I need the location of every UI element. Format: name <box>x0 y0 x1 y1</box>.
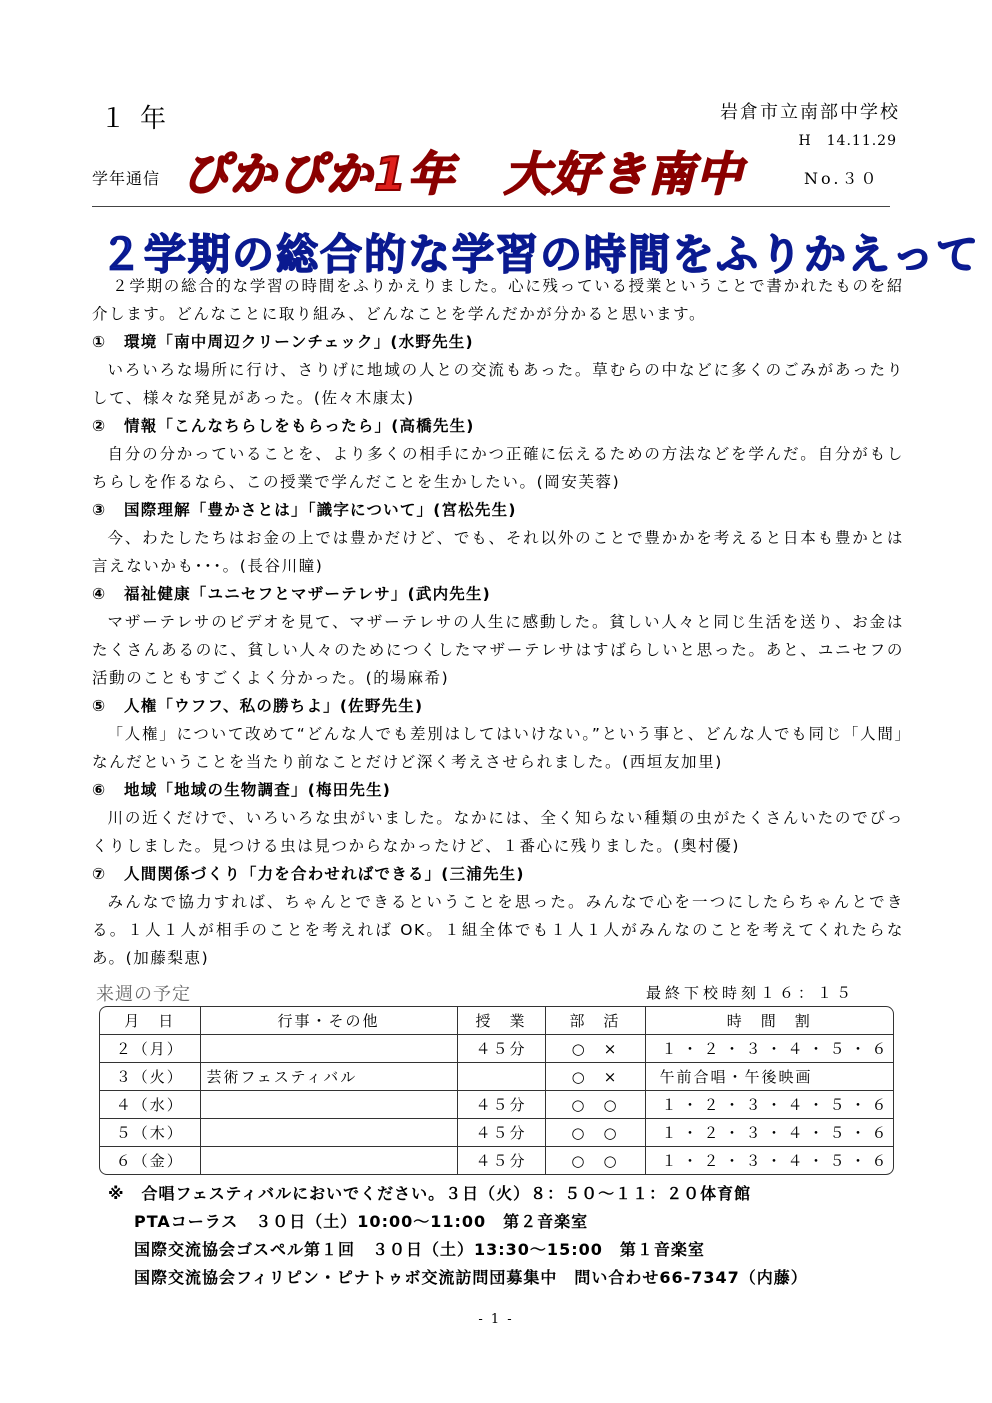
table-cell: ６（金） <box>100 1147 200 1175</box>
table-cell: 芸術フェスティバル <box>200 1063 457 1091</box>
table-cell: ４（水） <box>100 1091 200 1119</box>
article-headline: ２学期の総合的な学習の時間をふりかえって <box>100 230 981 279</box>
table-cell <box>457 1063 545 1091</box>
item-text: 自分の分かっていることを、より多くの相手にかつ正確に伝えるための方法などを学んだ。自分がもしちらしを作るなら、この授業で学んだことを生かしたい。(岡安芙蓉) <box>92 445 904 491</box>
item-number: ① <box>92 333 107 351</box>
item-title <box>92 860 904 888</box>
dismissal-time: 最終下校時刻１６：１５ <box>646 984 856 1002</box>
table-cell: １・２・３・４・５・６ <box>645 1147 893 1175</box>
table-cell <box>200 1147 457 1175</box>
grade-label: １年 <box>100 104 181 134</box>
item-heading: 福祉健康「ユニセフとマザーテレサ」(武内先生) <box>124 585 491 603</box>
table-row <box>100 1063 893 1091</box>
table-cell: ４５分 <box>457 1035 545 1063</box>
item-heading: 環境「南中周辺クリーンチェック」(水野先生) <box>124 333 474 351</box>
table-header-row <box>100 1007 893 1035</box>
table-cell: 午前合唱・午後映画 <box>645 1063 893 1091</box>
school-name: 岩倉市立南部中学校 <box>720 102 900 123</box>
item-number: ④ <box>92 585 107 603</box>
column-header: 月 日 <box>100 1007 200 1035</box>
issue-number: No.３０ <box>804 169 880 188</box>
item-heading: 人権「ウフフ、私の勝ちよ」(佐野先生) <box>124 697 424 715</box>
item-heading: 人間関係づくり「力を合わせればできる」(三浦先生) <box>124 865 525 883</box>
table-cell <box>200 1119 457 1147</box>
schedule-label: 来週の予定 <box>96 984 191 1005</box>
article-body <box>92 272 904 972</box>
item-title <box>92 776 904 804</box>
column-header: 時 間 割 <box>645 1007 893 1035</box>
notice-line: PTAコーラス ３０日（土）10:00～11:00 第２音楽室 <box>134 1212 589 1231</box>
table-cell: ３（火） <box>100 1063 200 1091</box>
column-header: 部 活 <box>545 1007 645 1035</box>
item-text: 今、わたしたちはお金の上では豊かだけど、でも、それ以外のことで豊かかを考えると日本も豊かとは言えないかも･･･。(長谷川瞳) <box>92 529 904 575</box>
item-number: ⑦ <box>92 865 107 883</box>
item-title <box>92 328 904 356</box>
notice-line: 国際交流協会ゴスペル第１回 ３０日（土）13:30～15:00 第１音楽室 <box>134 1240 705 1259</box>
column-header: 行事・その他 <box>200 1007 457 1035</box>
intro-paragraph: ２学期の総合的な学習の時間をふりかえりました。心に残っている授業ということで書かれたものを紹介します。どんなことに取り組み、どんなことを学んだかが分かると思います。 <box>92 277 904 323</box>
table-cell: ４５分 <box>457 1119 545 1147</box>
table-row <box>100 1091 893 1119</box>
item-heading: 国際理解「豊かさとは」「識字について」(宮松先生) <box>124 501 517 519</box>
notices <box>108 1180 808 1292</box>
table-cell: ○ × <box>545 1035 645 1063</box>
item-text: 「人権」について改めて“どんな人でも差別はしてはいけない。”という事と、どんな人でも同じ「人間」なんだということを当たり前なことだけど深く考えさせられました。(西垣友加里) <box>92 725 904 771</box>
item-number: ③ <box>92 501 107 519</box>
issue-date: H 14.11.29 <box>798 133 897 149</box>
table-cell: １・２・３・４・５・６ <box>645 1091 893 1119</box>
table-cell <box>200 1091 457 1119</box>
page-number: - 1 - <box>478 1312 514 1327</box>
table-cell: ○ ○ <box>545 1091 645 1119</box>
table-row <box>100 1119 893 1147</box>
table-cell: ２（月） <box>100 1035 200 1063</box>
item-number: ⑥ <box>92 781 107 799</box>
item-text: いろいろな場所に行け、さりげに地域の人との交流もあった。草むらの中などに多くのごみがあったりして、様々な発見があった。(佐々木康太) <box>92 361 904 407</box>
item-heading: 地域「地域の生物調査」(梅田先生) <box>124 781 392 799</box>
notice-line: 国際交流協会フィリピン・ピナトゥボ交流訪問団募集中 問い合わせ66-7347（内藤） <box>134 1268 808 1287</box>
item-title <box>92 412 904 440</box>
item-text: みんなで協力すれば、ちゃんとできるということを思った。みんなで心を一つにしたらちゃんとできる。１人１人が相手のことを考えれば OK。１組全体でも１人１人がみんなのことを考えてくれたらなあ。(加藤梨恵) <box>92 893 904 967</box>
item-text: 川の近くだけで、いろいろな虫がいました。なかには、全く知らない種類の虫がたくさんいたのでびっくりしました。見つける虫は見つからなかったけど、１番心に残りました。(奥村優) <box>92 809 904 855</box>
item-title <box>92 496 904 524</box>
table-cell: ４５分 <box>457 1091 545 1119</box>
table-row <box>100 1147 893 1175</box>
item-text: マザーテレサのビデオを見て、マザーテレサの人生に感動した。貧しい人々と同じ生活を送り、お金はたくさんあるのに、貧しい人々のためにつくしたマザーテレサはすばらしいと思った。あと、ユニセフの活動のこともすごくよく分かった。(的場麻希) <box>92 613 904 687</box>
item-number: ⑤ <box>92 697 107 715</box>
header-divider <box>92 206 890 207</box>
schedule-table <box>99 1006 894 1175</box>
table-cell: ○ ○ <box>545 1119 645 1147</box>
item-heading: 情報「こんなちらしをもらったら」(高橋先生) <box>124 417 475 435</box>
table-cell: ○ × <box>545 1063 645 1091</box>
item-title <box>92 580 904 608</box>
table-cell: ４５分 <box>457 1147 545 1175</box>
column-header: 授 業 <box>457 1007 545 1035</box>
table-cell <box>200 1035 457 1063</box>
item-number: ② <box>92 417 107 435</box>
table-cell: １・２・３・４・５・６ <box>645 1119 893 1147</box>
newsletter-title: ぴかぴか1年 大好き南中 <box>182 147 745 201</box>
notice-line: ※ 合唱フェスティバルにおいでください。３日（火）８：５０～１１：２０体育館 <box>108 1184 752 1203</box>
table-cell: １・２・３・４・５・６ <box>645 1035 893 1063</box>
item-title <box>92 692 904 720</box>
table-cell: ５（木） <box>100 1119 200 1147</box>
table-cell: ○ ○ <box>545 1147 645 1175</box>
newsletter-kind: 学年通信 <box>92 169 161 188</box>
table-row <box>100 1035 893 1063</box>
